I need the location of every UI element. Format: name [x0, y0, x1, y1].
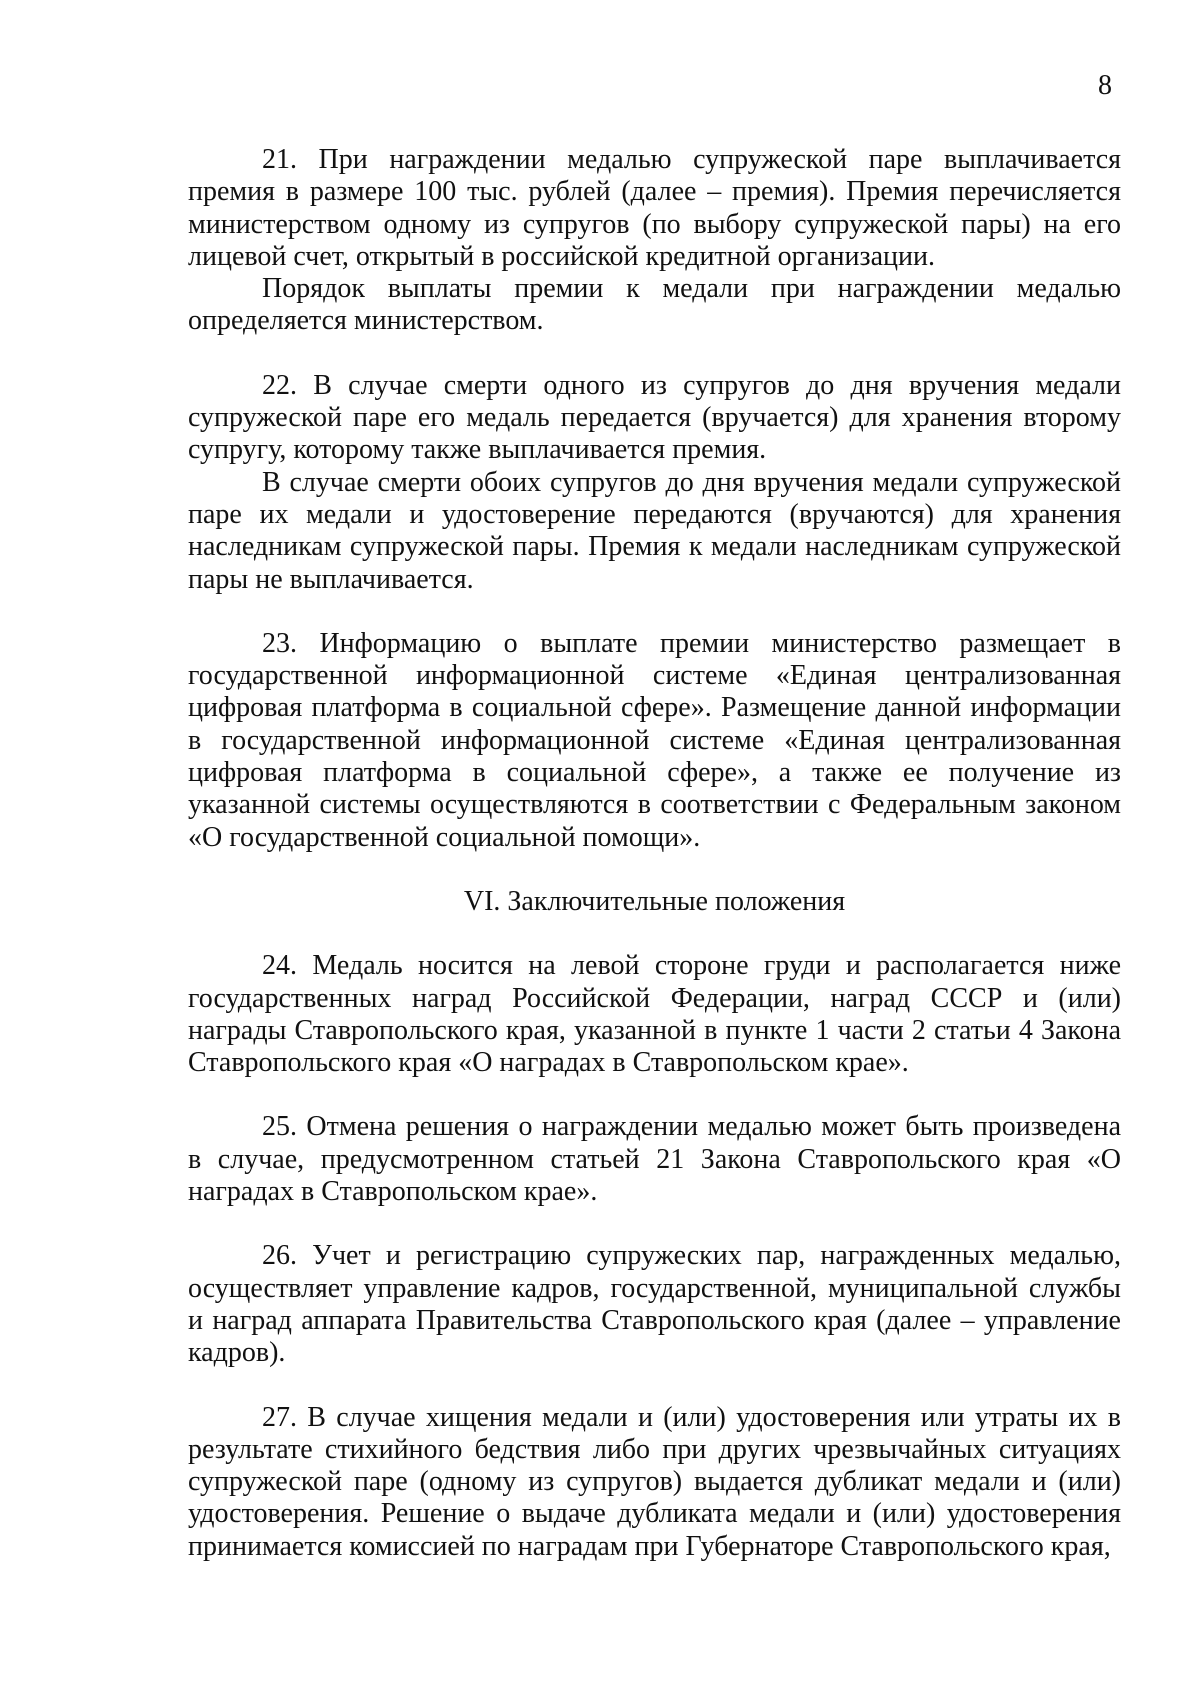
paragraph-27: 27. В случае хищения медали и (или) удостоверения или утраты их в результате стихийного бедствия либо при других чрезвычайных ситуациях супружеской паре (одному из супругов) выдается дубликат медали и (или) удостоверения. Решение о выдаче дубликата медали и (или) удостоверения принимается комиссией по наградам при Губернаторе Ставропольского края,	[188, 1401, 1121, 1562]
paragraph-21-continued: Порядок выплаты премии к медали при награждении медалью определяется министерством.	[188, 273, 1121, 337]
paragraph-24: 24. Медаль носится на левой стороне груди и располагается ниже государственных наград Российской Федерации, наград СССР и (или) награды Ставропольского края, указанной в пункте 1 части 2 статьи 4 Закона Ставропольского края «О наградах в Ставропольском крае».	[188, 950, 1121, 1079]
paragraph-22-continued: В случае смерти обоих супругов до дня вручения медали супружеской паре их медали и удостоверение передаются (вручаются) для хранения наследникам супружеской пары. Премия к медали наследникам супружеской пары не выплачивается.	[188, 466, 1121, 595]
section-heading: VI. Заключительные положения	[463, 885, 846, 917]
paragraph-26: 26. Учет и регистрацию супружеских пар, награжденных медалью, осуществляет управление кадров, государственной, муниципальной службы и наград аппарата Правительства Ставропольского края (далее – управление кадров).	[188, 1240, 1121, 1369]
document-body	[188, 144, 1121, 1563]
paragraph-23: 23. Информацию о выплате премии министерство размещает в государственной информационной системе «Единая централизованная цифровая платформа в социальной сфере». Размещение данной информации в государственной информационной системе «Единая централизованная цифровая платформа в социальной сфере», а также ее получение из указанной системы осуществляются в соответствии с Федеральным законом «О государственной социальной помощи».	[188, 627, 1121, 853]
paragraph-25: 25. Отмена решения о награждении медалью может быть произведена в случае, предусмотренном статьей 21 Закона Ставропольского края «О наградах в Ставропольском крае».	[188, 1111, 1121, 1208]
paragraph-21: 21. При награждении медалью супружеской паре выплачивается премия в размере 100 тыс. рублей (далее – премия). Премия перечисляется министерством одному из супругов (по выбору супружеской пары) на его лицевой счет, открытый в российской кредитной организации.	[188, 144, 1121, 272]
paragraph-22: 22. В случае смерти одного из супругов до дня вручения медали супружеской паре его медаль передается (вручается) для хранения второму супругу, которому также выплачивается премия.	[188, 369, 1121, 466]
page-number: 8	[1098, 70, 1112, 101]
